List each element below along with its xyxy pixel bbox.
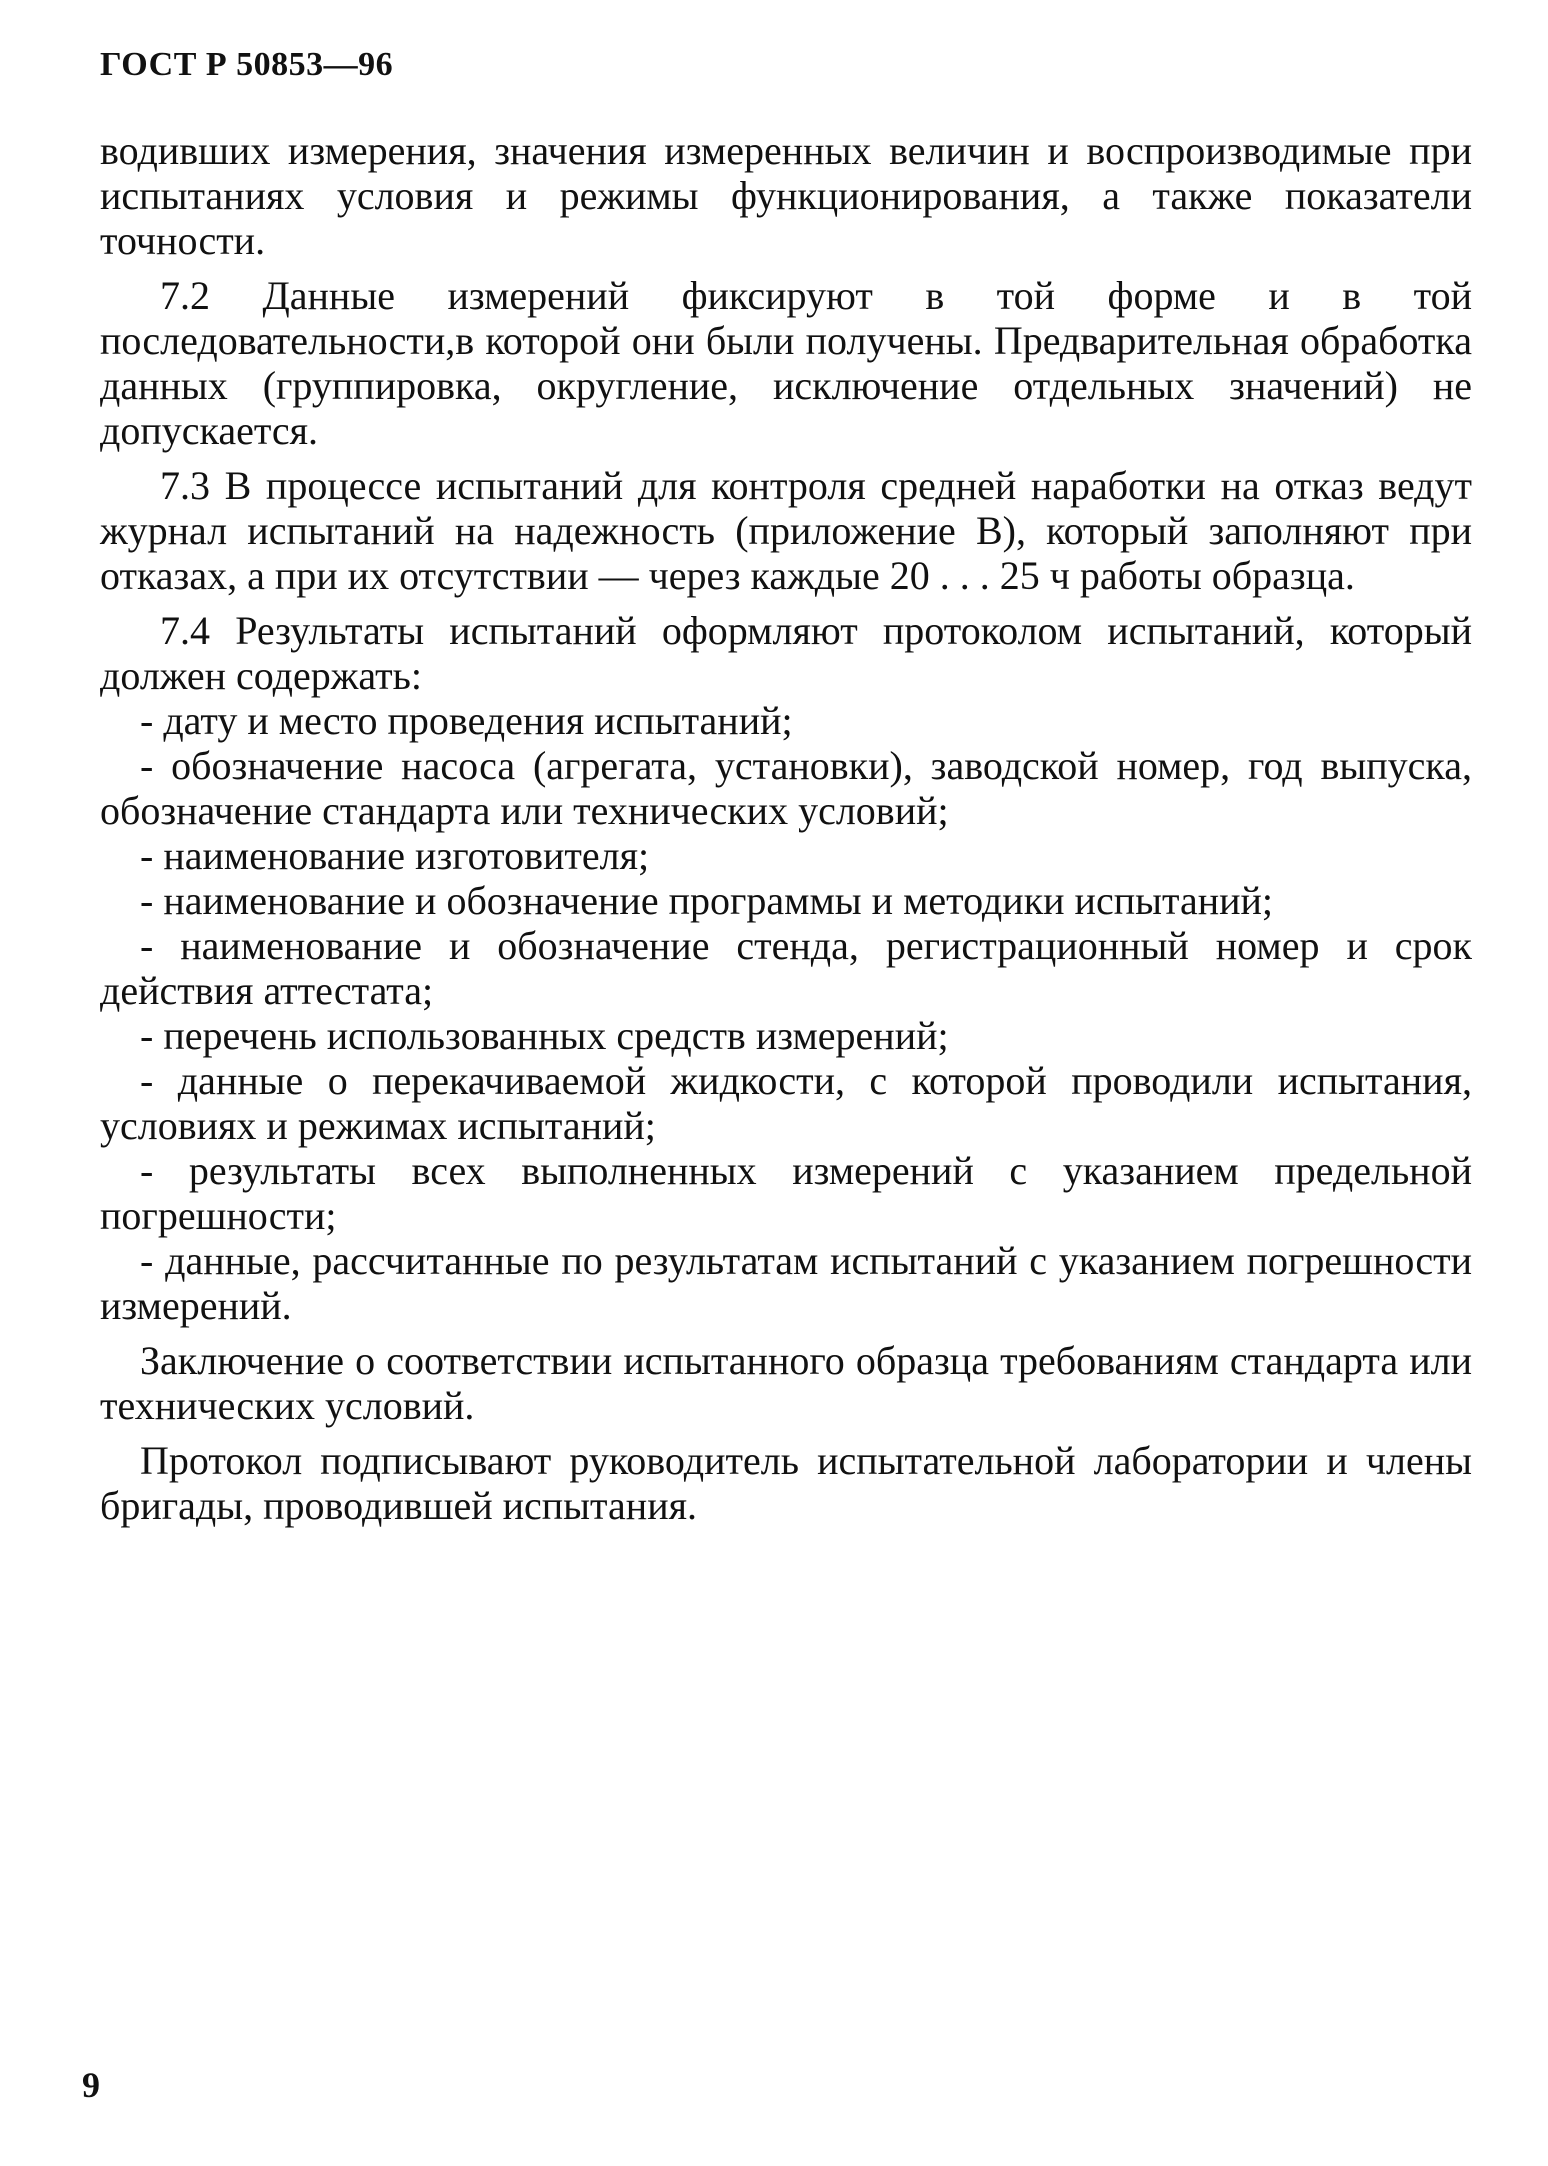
paragraph-7-3: 7.3 В процессе испытаний для контроля средней наработки на отказ ведут журнал испытаний на надежность (приложение В), который заполняют при отказах, а при их отсутствии — через каждые 20 . . . 25 ч работы образца. [100, 463, 1472, 598]
list-item: - перечень использованных средств измерений; [140, 1013, 949, 1058]
list-item: - обозначение насоса (агрегата, установки), заводской номер, год выпуска, обозначение стандарта или технических условий; [100, 743, 1472, 833]
paragraph-continuation: водивших измерения, значения измеренных величин и воспроизводимые при испытаниях условия и режимы функционирования, а также показатели точности. [100, 128, 1472, 263]
list-item: - дату и место проведения испытаний; [140, 698, 793, 743]
paragraph-7-4: 7.4 Результаты испытаний оформляют протоколом испытаний, который должен содержать: [100, 608, 1472, 698]
conclusion-paragraph: Заключение о соответствии испытанного образца требованиям стандарта или технических условий. [100, 1338, 1472, 1428]
paragraph-7-2: 7.2 Данные измерений фиксируют в той форме и в той последовательности,в которой они были получены. Предварительная обработка данных (группировка, округление, исключение отдельных значений) не допускается. [100, 273, 1472, 453]
list-item: - результаты всех выполненных измерений с указанием предельной погрешности; [100, 1148, 1472, 1238]
list-item: - данные о перекачиваемой жидкости, с которой проводили испытания, условиях и режимах испытаний; [100, 1058, 1472, 1148]
document-header: ГОСТ Р 50853—96 [100, 46, 394, 83]
signature-paragraph: Протокол подписывают руководитель испытательной лаборатории и члены бригады, проводившей испытания. [100, 1438, 1472, 1528]
page-number: 9 [82, 2065, 100, 2105]
list-item: - данные, рассчитанные по результатам испытаний с указанием погрешности измерений. [100, 1238, 1472, 1328]
list-item: - наименование изготовителя; [140, 833, 650, 878]
list-item: - наименование и обозначение стенда, регистрационный номер и срок действия аттестата; [100, 923, 1472, 1013]
list-item: - наименование и обозначение программы и методики испытаний; [140, 878, 1274, 923]
document-body [100, 128, 1472, 1528]
